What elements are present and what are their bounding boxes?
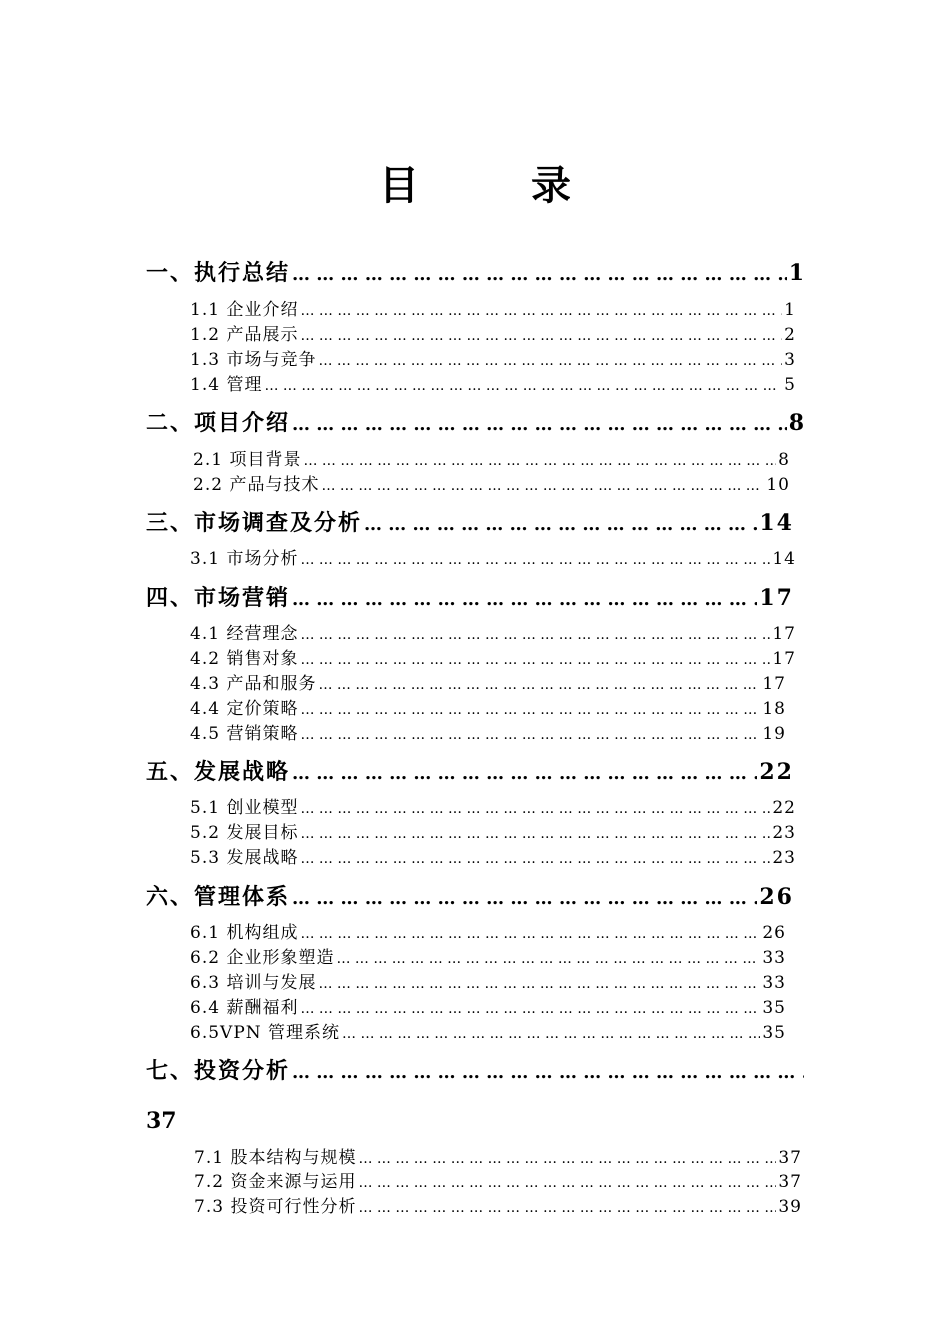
toc-page-number: 26 (759, 884, 794, 910)
toc-leader-dots (292, 1056, 804, 1088)
page-title: 目 录 (379, 162, 607, 209)
toc-leader-dots (300, 822, 770, 846)
toc-page-number: 10 (766, 475, 790, 495)
toc-page-number: 17 (762, 674, 786, 694)
toc-section-4-4[interactable] (190, 697, 786, 722)
toc-section-1-3[interactable] (190, 348, 796, 373)
toc-section-6-5[interactable] (190, 1021, 786, 1046)
toc-leader-dots (300, 847, 770, 871)
toc-leader-dots (300, 922, 760, 946)
toc-leader-dots (292, 583, 757, 615)
toc-section-6-2[interactable] (190, 946, 786, 971)
toc-chapter-label: 七、投资分析 (146, 1058, 291, 1084)
toc-section-label: 7.1 股本结构与规模 (194, 1148, 357, 1168)
toc-leader-dots (300, 623, 770, 647)
toc-leader-dots (364, 508, 757, 540)
toc-leader-dots (300, 797, 770, 821)
toc-section-label: 6.2 企业形象塑造 (190, 948, 335, 968)
toc-section-label: 3.1 市场分析 (190, 549, 299, 569)
toc-section-label: 2.1 项目背景 (193, 450, 302, 470)
toc-chapter-4[interactable] (146, 581, 794, 615)
toc-page-number: 1 (784, 300, 796, 320)
toc-section-label: 1.4 管理 (190, 375, 263, 395)
toc-section-label: 5.2 发展目标 (190, 823, 299, 843)
toc-leader-dots (318, 972, 760, 996)
toc-leader-dots (300, 648, 770, 672)
toc-section-4-2[interactable] (190, 647, 796, 672)
toc-section-3-1[interactable] (190, 547, 796, 572)
toc-leader-dots (358, 1196, 776, 1220)
toc-page-number: 18 (762, 699, 786, 719)
toc-leader-dots (300, 548, 770, 572)
toc-chapter-label: 六、管理体系 (146, 884, 291, 910)
toc-section-label: 4.3 产品和服务 (190, 674, 317, 694)
toc-page-number: 23 (772, 823, 796, 843)
toc-section-label: 1.2 产品展示 (190, 325, 299, 345)
toc-section-5-1[interactable] (190, 796, 796, 821)
toc-section-2-2[interactable] (193, 473, 790, 498)
toc-leader-dots (300, 997, 760, 1021)
toc-page-number: 35 (762, 1023, 786, 1043)
toc-section-label: 6.1 机构组成 (190, 923, 299, 943)
toc-leader-dots (300, 324, 782, 348)
toc-section-label: 7.3 投资可行性分析 (194, 1197, 357, 1217)
toc-section-label: 4.2 销售对象 (190, 649, 299, 669)
toc-page-number: 22 (759, 759, 794, 785)
toc-section-4-1[interactable] (190, 622, 796, 647)
toc-leader-dots (292, 882, 757, 914)
toc-leader-dots (292, 408, 787, 440)
toc-section-label: 4.5 营销策略 (190, 724, 299, 744)
toc-section-label: 1.3 市场与竞争 (190, 350, 317, 370)
toc-page-number: 8 (778, 450, 790, 470)
toc-page-number: 2 (784, 325, 796, 345)
toc-chapter-7[interactable] (146, 1054, 806, 1088)
toc-page-number: 3 (784, 350, 796, 370)
toc-section-label: 4.1 经营理念 (190, 624, 299, 644)
toc-leader-dots (318, 349, 782, 373)
toc-leader-dots (358, 1171, 776, 1195)
toc-page-number: 23 (772, 848, 796, 868)
toc-chapter-2[interactable] (146, 406, 806, 440)
toc-section-5-3[interactable] (190, 846, 796, 871)
toc-section-6-4[interactable] (190, 996, 786, 1021)
toc-section-1-2[interactable] (190, 323, 796, 348)
toc-chapter-5[interactable] (146, 755, 794, 789)
toc-leader-dots (321, 474, 764, 498)
toc-chapter-7-page-number: 37 (146, 1108, 177, 1134)
toc-section-7-2[interactable] (194, 1170, 802, 1195)
toc-leader-dots (292, 258, 787, 290)
toc-page-number: 33 (762, 948, 786, 968)
toc-leader-dots (300, 299, 782, 323)
toc-leader-dots (318, 673, 760, 697)
toc-leader-dots (292, 757, 757, 789)
toc-section-label: 5.3 发展战略 (190, 848, 299, 868)
toc-page-number: 39 (778, 1197, 802, 1217)
toc-section-2-1[interactable] (193, 448, 790, 473)
toc-section-label: 6.4 薪酬福利 (190, 998, 299, 1018)
toc-chapter-label: 五、发展战略 (146, 759, 291, 785)
toc-page-number: 19 (762, 724, 786, 744)
toc-page-number: 33 (762, 973, 786, 993)
toc-section-1-4[interactable] (190, 373, 796, 398)
toc-page-number: 14 (772, 549, 796, 569)
toc-page-number: 1 (788, 260, 806, 286)
toc-section-label: 1.1 企业介绍 (190, 300, 299, 320)
toc-leader-dots (358, 1147, 776, 1171)
toc-page-number: 35 (762, 998, 786, 1018)
toc-section-1-1[interactable] (190, 298, 796, 323)
toc-leader-dots (336, 947, 760, 971)
toc-leader-dots (300, 698, 760, 722)
toc-page-number: 22 (772, 798, 796, 818)
toc-leader-dots (300, 723, 760, 747)
toc-section-label: 5.1 创业模型 (190, 798, 299, 818)
toc-leader-dots (303, 449, 776, 473)
toc-chapter-label: 三、市场调查及分析 (146, 510, 363, 536)
toc-section-7-3[interactable] (194, 1195, 802, 1220)
toc-leader-dots (264, 374, 782, 398)
toc-chapter-3[interactable] (146, 506, 794, 540)
toc-page-number: 37 (778, 1172, 802, 1192)
toc-section-label: 7.2 资金来源与运用 (194, 1172, 357, 1192)
toc-page-number: 5 (784, 375, 796, 395)
toc-chapter-label: 四、市场营销 (146, 585, 291, 611)
toc-section-5-2[interactable] (190, 821, 796, 846)
toc-page-number: 8 (788, 410, 806, 436)
toc-chapter-6[interactable] (146, 880, 794, 914)
toc-section-label: 4.4 定价策略 (190, 699, 299, 719)
toc-page-number: 14 (759, 510, 794, 536)
toc-chapter-1[interactable] (146, 256, 806, 290)
toc-section-6-1[interactable] (190, 921, 786, 946)
toc-section-6-3[interactable] (190, 971, 786, 996)
toc-section-4-3[interactable] (190, 672, 786, 697)
toc-section-label: 6.3 培训与发展 (190, 973, 317, 993)
toc-section-7-1[interactable] (194, 1146, 802, 1171)
toc-chapter-label: 一、执行总结 (146, 260, 291, 286)
toc-section-4-5[interactable] (190, 722, 786, 747)
toc-leader-dots (342, 1022, 760, 1046)
toc-section-label: 2.2 产品与技术 (193, 475, 320, 495)
toc-page-number: 26 (762, 923, 786, 943)
toc-page-number: 17 (772, 624, 796, 644)
toc-page-number: 37 (778, 1148, 802, 1168)
toc-section-label: 6.5VPN 管理系统 (190, 1023, 341, 1043)
toc-page-number: 17 (772, 649, 796, 669)
toc-chapter-label: 二、项目介绍 (146, 410, 291, 436)
toc-page-number: 17 (759, 585, 794, 611)
